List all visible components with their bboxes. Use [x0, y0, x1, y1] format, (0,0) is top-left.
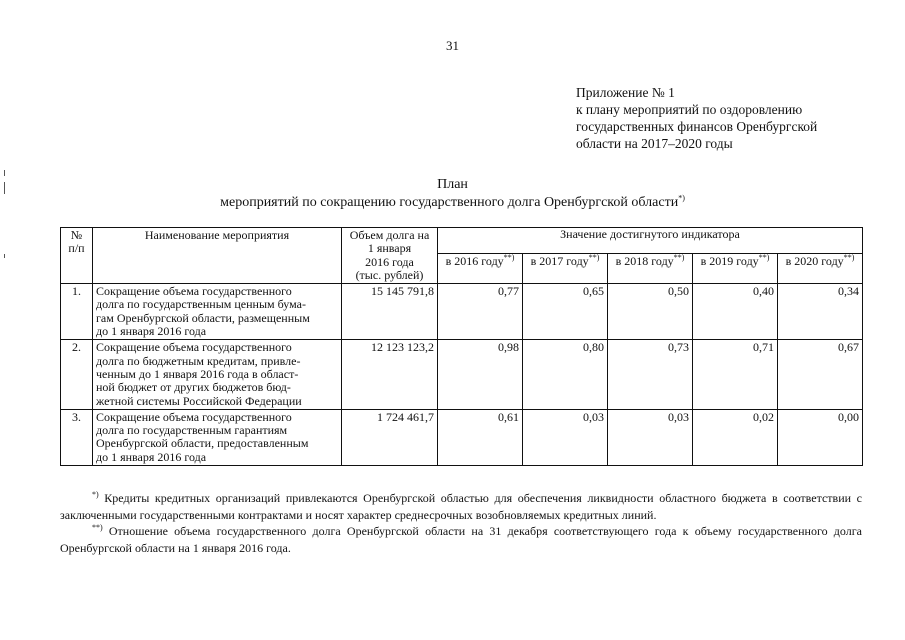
header-debt — [342, 228, 438, 284]
footnote-text: Кредиты кредитных организаций привлекаются Оренбургской областью для обеспечения ликвидности областного бюджета в соответствии с заключенными государственными контрактами и носят характер среднесрочных возобновляемых кредитных линий. — [60, 491, 862, 522]
header-year — [523, 254, 608, 284]
footnote — [60, 490, 862, 523]
document-title: План — [437, 177, 468, 192]
row-value-2018: 0,03 — [608, 409, 693, 465]
header-year-label: в 2016 году — [445, 254, 504, 269]
row-number: 2. — [61, 340, 93, 409]
footnote — [60, 523, 862, 556]
table-row — [61, 409, 863, 465]
row-name-line: ной бюджет от других бюджетов бюд- — [96, 380, 291, 395]
row-value-2017: 0,03 — [523, 409, 608, 465]
row-value-2017: 0,65 — [523, 284, 608, 340]
appendix-line: Приложение № 1 — [576, 85, 675, 100]
row-name-line: Оренбургской области, предоставленным — [96, 436, 309, 451]
appendix-line: государственных финансов Оренбургской — [576, 119, 818, 134]
appendix-line: к плану мероприятий по оздоровлению — [576, 102, 803, 117]
header-debt-line: 1 января — [367, 241, 412, 256]
footnote-marker: **) — [673, 253, 685, 263]
row-value-2018: 0,50 — [608, 284, 693, 340]
table-row — [61, 340, 863, 409]
footnote-marker: **) — [843, 253, 855, 263]
footnote-marker: **) — [92, 523, 103, 532]
header-indicator: Значение достигнутого индикатора — [438, 228, 863, 254]
row-name-line: гам Оренбургской области, размещенным — [96, 310, 310, 325]
row-name-line: до 1 января 2016 года — [96, 324, 207, 339]
header-number-line: № — [70, 228, 83, 242]
header-debt-line: Объем долга на — [349, 228, 430, 242]
header-year-label: в 2020 году — [785, 254, 844, 269]
header-year — [778, 254, 863, 284]
row-value-2017: 0,80 — [523, 340, 608, 409]
row-name — [93, 409, 342, 465]
header-year — [438, 254, 523, 284]
row-value-2018: 0,73 — [608, 340, 693, 409]
row-name-line: Сокращение объема государственного — [96, 340, 292, 355]
row-number: 3. — [61, 409, 93, 465]
header-debt-line: 2016 года — [365, 254, 414, 269]
header-year — [608, 254, 693, 284]
header-name: Наименование мероприятия — [93, 228, 342, 284]
row-name-line: долга по бюджетным кредитам, привле- — [96, 353, 301, 368]
table-header-row — [61, 228, 863, 254]
row-number: 1. — [61, 284, 93, 340]
appendix-line: области на 2017–2020 годы — [576, 136, 733, 151]
row-name-line: долга по государственным ценным бума- — [96, 297, 306, 312]
row-value-2016: 0,98 — [438, 340, 523, 409]
row-name-line: ченным до 1 января 2016 года в област- — [96, 366, 299, 381]
row-value-2019: 0,02 — [693, 409, 778, 465]
row-value-2019: 0,40 — [693, 284, 778, 340]
header-year-label: в 2017 году — [530, 254, 589, 269]
row-debt: 1 724 461,7 — [342, 409, 438, 465]
measures-table — [60, 227, 863, 466]
appendix-block — [576, 84, 876, 152]
footnote-marker: **) — [758, 253, 770, 263]
footnote-marker: **) — [503, 253, 515, 263]
row-name-line: долга по государственным гарантиям — [96, 423, 288, 438]
scan-margin-marks — [4, 170, 7, 262]
row-debt: 12 123 123,2 — [342, 340, 438, 409]
footnote-marker: *) — [678, 193, 685, 203]
header-number-line: п/п — [68, 241, 85, 256]
header-year-label: в 2018 году — [615, 254, 674, 269]
row-name-line: Сокращение объема государственного — [96, 409, 292, 424]
row-value-2019: 0,71 — [693, 340, 778, 409]
row-name-line: жетной системы Российской Федерации — [96, 393, 302, 408]
row-debt: 15 145 791,8 — [342, 284, 438, 340]
row-name — [93, 284, 342, 340]
header-year-label: в 2019 году — [700, 254, 759, 269]
row-value-2020: 0,67 — [778, 340, 863, 409]
header-debt-line: (тыс. рублей) — [355, 267, 424, 282]
row-value-2016: 0,61 — [438, 409, 523, 465]
subtitle-text: мероприятий по сокращению государственного долга Оренбургской области — [220, 195, 679, 210]
row-name-line: Сокращение объема государственного — [96, 284, 292, 299]
table-row — [61, 284, 863, 340]
header-year — [693, 254, 778, 284]
row-name-line: до 1 января 2016 года — [96, 449, 207, 464]
row-name — [93, 340, 342, 409]
footnotes — [60, 490, 862, 556]
footnote-text: Отношение объема государственного долга Оренбургской области на 31 декабря соответствующего года к объему государственного долга Оренбургской области на 1 января 2016 года. — [60, 524, 862, 555]
header-number — [61, 228, 93, 284]
footnote-marker: *) — [92, 490, 99, 499]
row-value-2020: 0,34 — [778, 284, 863, 340]
row-value-2020: 0,00 — [778, 409, 863, 465]
document-subtitle — [0, 194, 905, 212]
page-number: 31 — [446, 38, 459, 53]
row-value-2016: 0,77 — [438, 284, 523, 340]
footnote-marker: **) — [588, 253, 600, 263]
